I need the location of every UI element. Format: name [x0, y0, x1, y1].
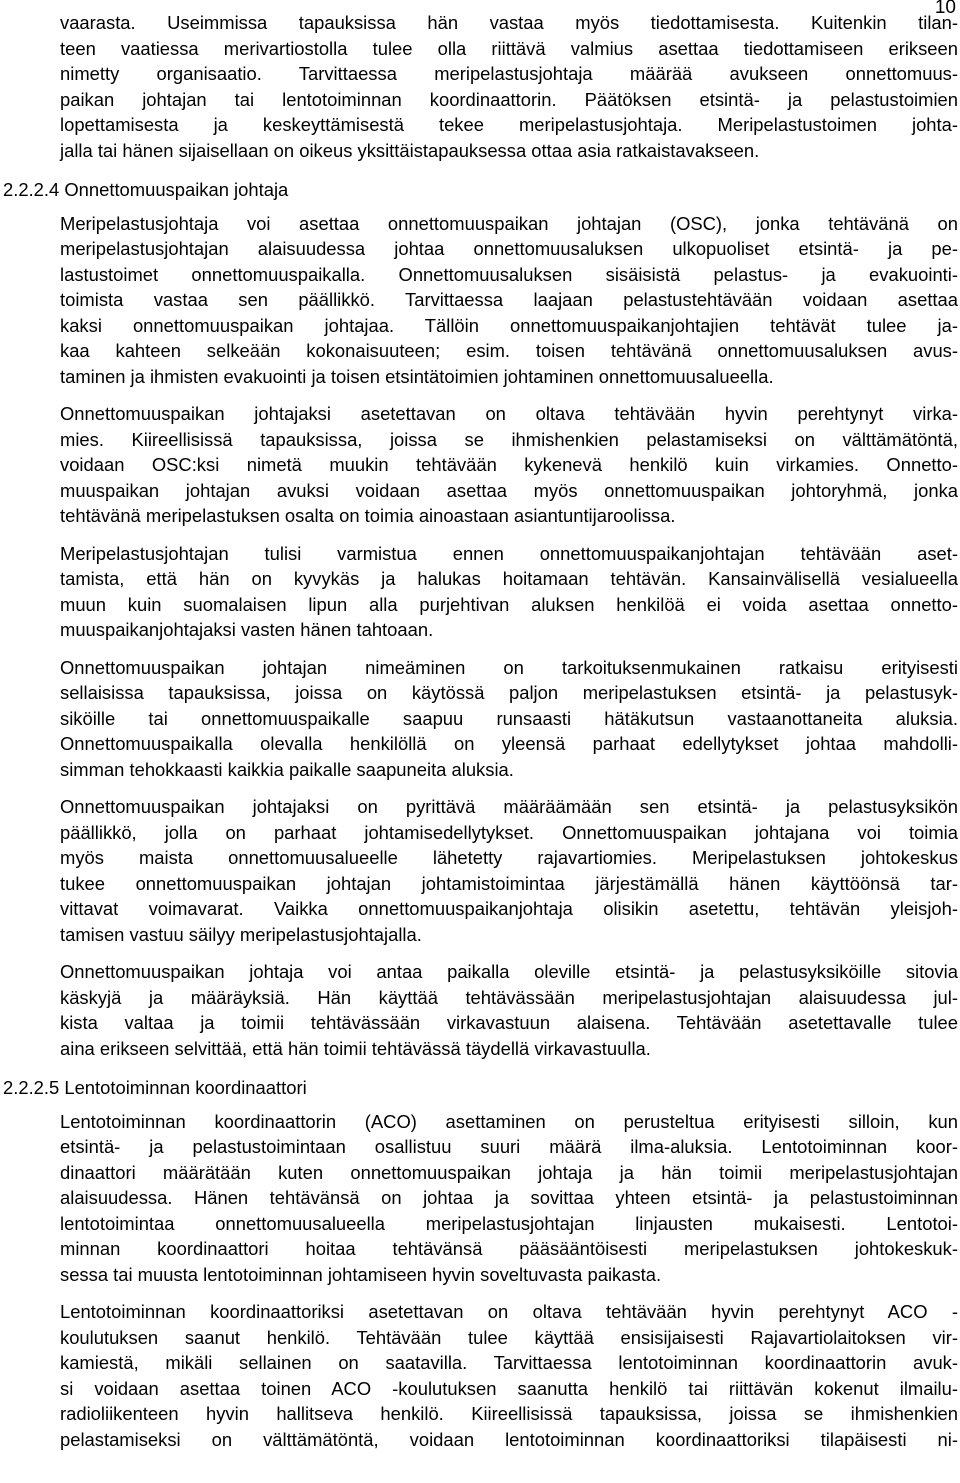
- text-line: lastustoimet onnettomuuspaikalla. Onnettomuusaluksen sisäisistä pelastus- ja evakuointi-: [60, 263, 958, 285]
- text-line: kaa kahteen selkeään kokonaisuuteen; esim. toisen tehtävänä onnettomuusaluksen avus-: [60, 340, 958, 361]
- paragraph: [60, 959, 958, 1061]
- text-line: vittavat voimavarat. Vaikka onnettomuuspaikanjohtaja olisikin asetettu, tehtävän yleisjoh-: [60, 898, 958, 919]
- text-line: Lentotoiminnan koordinaattorin (ACO) asettaminen on perusteltua erityisesti silloin, kun: [60, 1110, 958, 1132]
- text-line: teen vaatiessa merivartiostolla tulee olla riittävä valmius asettaa tiedottamiseen erikseen: [60, 37, 958, 59]
- paragraph: [60, 541, 958, 643]
- intro-paragraph: [60, 10, 958, 163]
- text-line: mies. Kiireellisissä tapauksissa, joissa se ihmishenkien pelastamiseksi on välttämätöntä,: [60, 428, 958, 450]
- text-line: voidaan OSC:ksi nimetä muukin tehtävään kykenevä henkilö kuin virkamies. Onnetto-: [60, 454, 958, 475]
- text-line: lentotoimintaa onnettomuusalueella meripelastusjohtajan linjausten mukaisesti. Lentotoi-: [60, 1212, 958, 1234]
- text-line: si voidaan asettaa toinen ACO -koulutuksen saanutta henkilö tai riittävän kokenut ilmailu-: [60, 1377, 958, 1399]
- text-line: aina erikseen selvittää, että hän toimii tehtävässä täydellä virkavastuulla.: [60, 1037, 651, 1059]
- text-line: muun kuin suomalaisen lipun alla purjehtivan aluksen henkilöä ei voida asettaa onnetto-: [60, 593, 958, 615]
- text-line: myös maista onnettomuusalueelle lähetetty rajavartiomies. Meripelastuksen johtokeskus: [60, 847, 958, 868]
- text-line: muuspaikan johtajan avuksi voidaan asettaa myös onnettomuuspaikan johtoryhmä, jonka: [60, 479, 958, 501]
- text-line: Meripelastusjohtaja voi asettaa onnettomuuspaikan johtajan (OSC), jonka tehtävänä on: [60, 212, 958, 234]
- text-line: nimetty organisaatio. Tarvittaessa meripelastusjohtaja määrää avukseen onnettomuus-: [60, 63, 958, 84]
- text-line: toimista vastaa sen päällikkö. Tarvittaessa laajaan pelastustehtävään voidaan asettaa: [60, 289, 958, 310]
- text-line: tamisen vastuu säilyy meripelastusjohtajalla.: [60, 923, 422, 945]
- text-line: Onnettomuuspaikan johtajaksi on pyrittävä määräämään sen etsintä- ja pelastusyksikön: [60, 796, 958, 817]
- text-line: lopettamisesta ja keskeyttämisestä tekee meripelastusjohtaja. Meripelastustoimen johta-: [60, 114, 958, 135]
- text-line: kaksi onnettomuuspaikan johtajaa. Tällöin onnettomuuspaikanjohtajien tehtävät tulee ja-: [60, 314, 958, 336]
- text-line: sessa tai muusta lentotoiminnan johtamiseen hyvin soveltuvasta paikasta.: [60, 1263, 662, 1285]
- text-line: tukee onnettomuuspaikan johtajan johtamistoimintaa järjestämällä hänen käyttöönsä tar-: [60, 872, 958, 894]
- text-line: kista valtaa ja toimii tehtävässään virkavastuun alaisena. Tehtävään asetettavalle tulee: [60, 1012, 958, 1033]
- section: [3, 177, 958, 1061]
- text-line: sellaisissa tapauksissa, joissa on käytössä paljon meripelastuksen etsintä- ja pelastusyk-: [60, 682, 958, 703]
- text-line: muuspaikanjohtajaksi vasten hänen tahtoaan.: [60, 619, 434, 640]
- paragraph: [60, 211, 958, 390]
- section: [3, 1075, 958, 1452]
- document-body: [3, 10, 958, 1464]
- text-line: taminen ja ihmisten evakuointi ja toisen etsintätoimien johtaminen onnettomuusalueella.: [60, 365, 774, 387]
- paragraph: [60, 794, 958, 947]
- text-line: etsintä- ja pelastustoimintaan osallistuu suuri määrä ilma-aluksia. Lentotoiminnan koor-: [60, 1136, 958, 1157]
- page-number: 10: [934, 0, 956, 18]
- text-line: siköille tai onnettomuuspaikalle saapuu runsaasti hätäkutsun vastaanottaneita aluksia.: [60, 707, 958, 729]
- text-line: radioliikenteen hyvin hallitseva henkilö. Kiireellisissä tapauksissa, joissa se ihmishenkien: [60, 1403, 958, 1424]
- text-line: simman tehokkaasti kaikkia paikalle saapuneita aluksia.: [60, 758, 514, 780]
- text-line: tehtävänä meripelastuksen osalta on toimia ainoastaan asiantuntijaroolissa.: [60, 505, 676, 526]
- text-line: pelastamiseksi on välttämätöntä, voidaan lentotoiminnan koordinaattoriksi tilapäisesti ni-: [60, 1428, 958, 1450]
- paragraph: [60, 1299, 958, 1452]
- paragraph: [60, 655, 958, 783]
- text-line: alaisuudessa. Hänen tehtävänsä on johtaa ja sovittaa yhteen etsintä- ja pelastustoiminnan: [60, 1187, 958, 1208]
- text-line: Onnettomuuspaikan johtajan nimeäminen on tarkoituksenmukainen ratkaisu erityisesti: [60, 656, 958, 678]
- paragraph: [60, 401, 958, 529]
- text-line: tamista, että hän on kyvykäs ja halukas hoitamaan tehtävän. Kansainvälisellä vesialueella: [60, 568, 958, 589]
- text-line: vaarasta. Useimmissa tapauksissa hän vastaa myös tiedottamisesta. Kuitenkin tilan-: [60, 12, 958, 33]
- section-heading: 2.2.2.4 Onnettomuuspaikan johtaja: [3, 179, 289, 200]
- text-line: paikan johtajan tai lentotoiminnan koordinaattorin. Päätöksen etsintä- ja pelastustoimien: [60, 88, 958, 110]
- text-line: Onnettomuuspaikalla olevalla henkilöllä on yleensä parhaat edellytykset johtaa mahdolli-: [60, 733, 958, 754]
- text-line: kamiestä, mikäli sellainen on saatavilla. Tarvittaessa lentotoiminnan koordinaattorin avuk-: [60, 1352, 958, 1373]
- text-line: dinaattori määrätään kuten onnettomuuspaikan johtaja ja hän toimii meripelastusjohtajan: [60, 1161, 958, 1183]
- text-line: meripelastusjohtajan alaisuudessa johtaa onnettomuusaluksen ulkopuoliset etsintä- ja pe-: [60, 238, 958, 259]
- section-heading: 2.2.2.5 Lentotoiminnan koordinaattori: [3, 1077, 307, 1098]
- text-line: päällikkö, jolla on parhaat johtamisedellytykset. Onnettomuuspaikan johtajana voi toimia: [60, 821, 958, 843]
- text-line: Lentotoiminnan koordinaattoriksi asetettavan on oltava tehtävään hyvin perehtynyt ACO -: [60, 1301, 958, 1322]
- text-line: minnan koordinaattori hoitaa tehtävänsä pääsääntöisesti meripelastuksen johtokeskuk-: [60, 1238, 958, 1259]
- paragraph: [60, 1109, 958, 1288]
- text-line: Meripelastusjohtajan tulisi varmistua ennen onnettomuuspaikanjohtajan tehtävään aset-: [60, 542, 958, 564]
- sections: [3, 177, 958, 1452]
- text-line: käskyjä ja määräyksiä. Hän käyttää tehtävässään meripelastusjohtajan alaisuudessa jul-: [60, 986, 958, 1008]
- text-line: koulutuksen saanut henkilö. Tehtävään tulee käyttää ensisijaisesti Rajavartiolaitoksen vir-: [60, 1326, 958, 1348]
- text-line: Onnettomuuspaikan johtajaksi asetettavan on oltava tehtävään hyvin perehtynyt virka-: [60, 403, 958, 424]
- text-line: Onnettomuuspaikan johtaja voi antaa paikalla oleville etsintä- ja pelastusyksiköille sitovia: [60, 961, 958, 982]
- text-line: jalla tai hänen sijaisellaan on oikeus yksittäistapauksessa ottaa asia ratkaistavakseen.: [60, 139, 760, 161]
